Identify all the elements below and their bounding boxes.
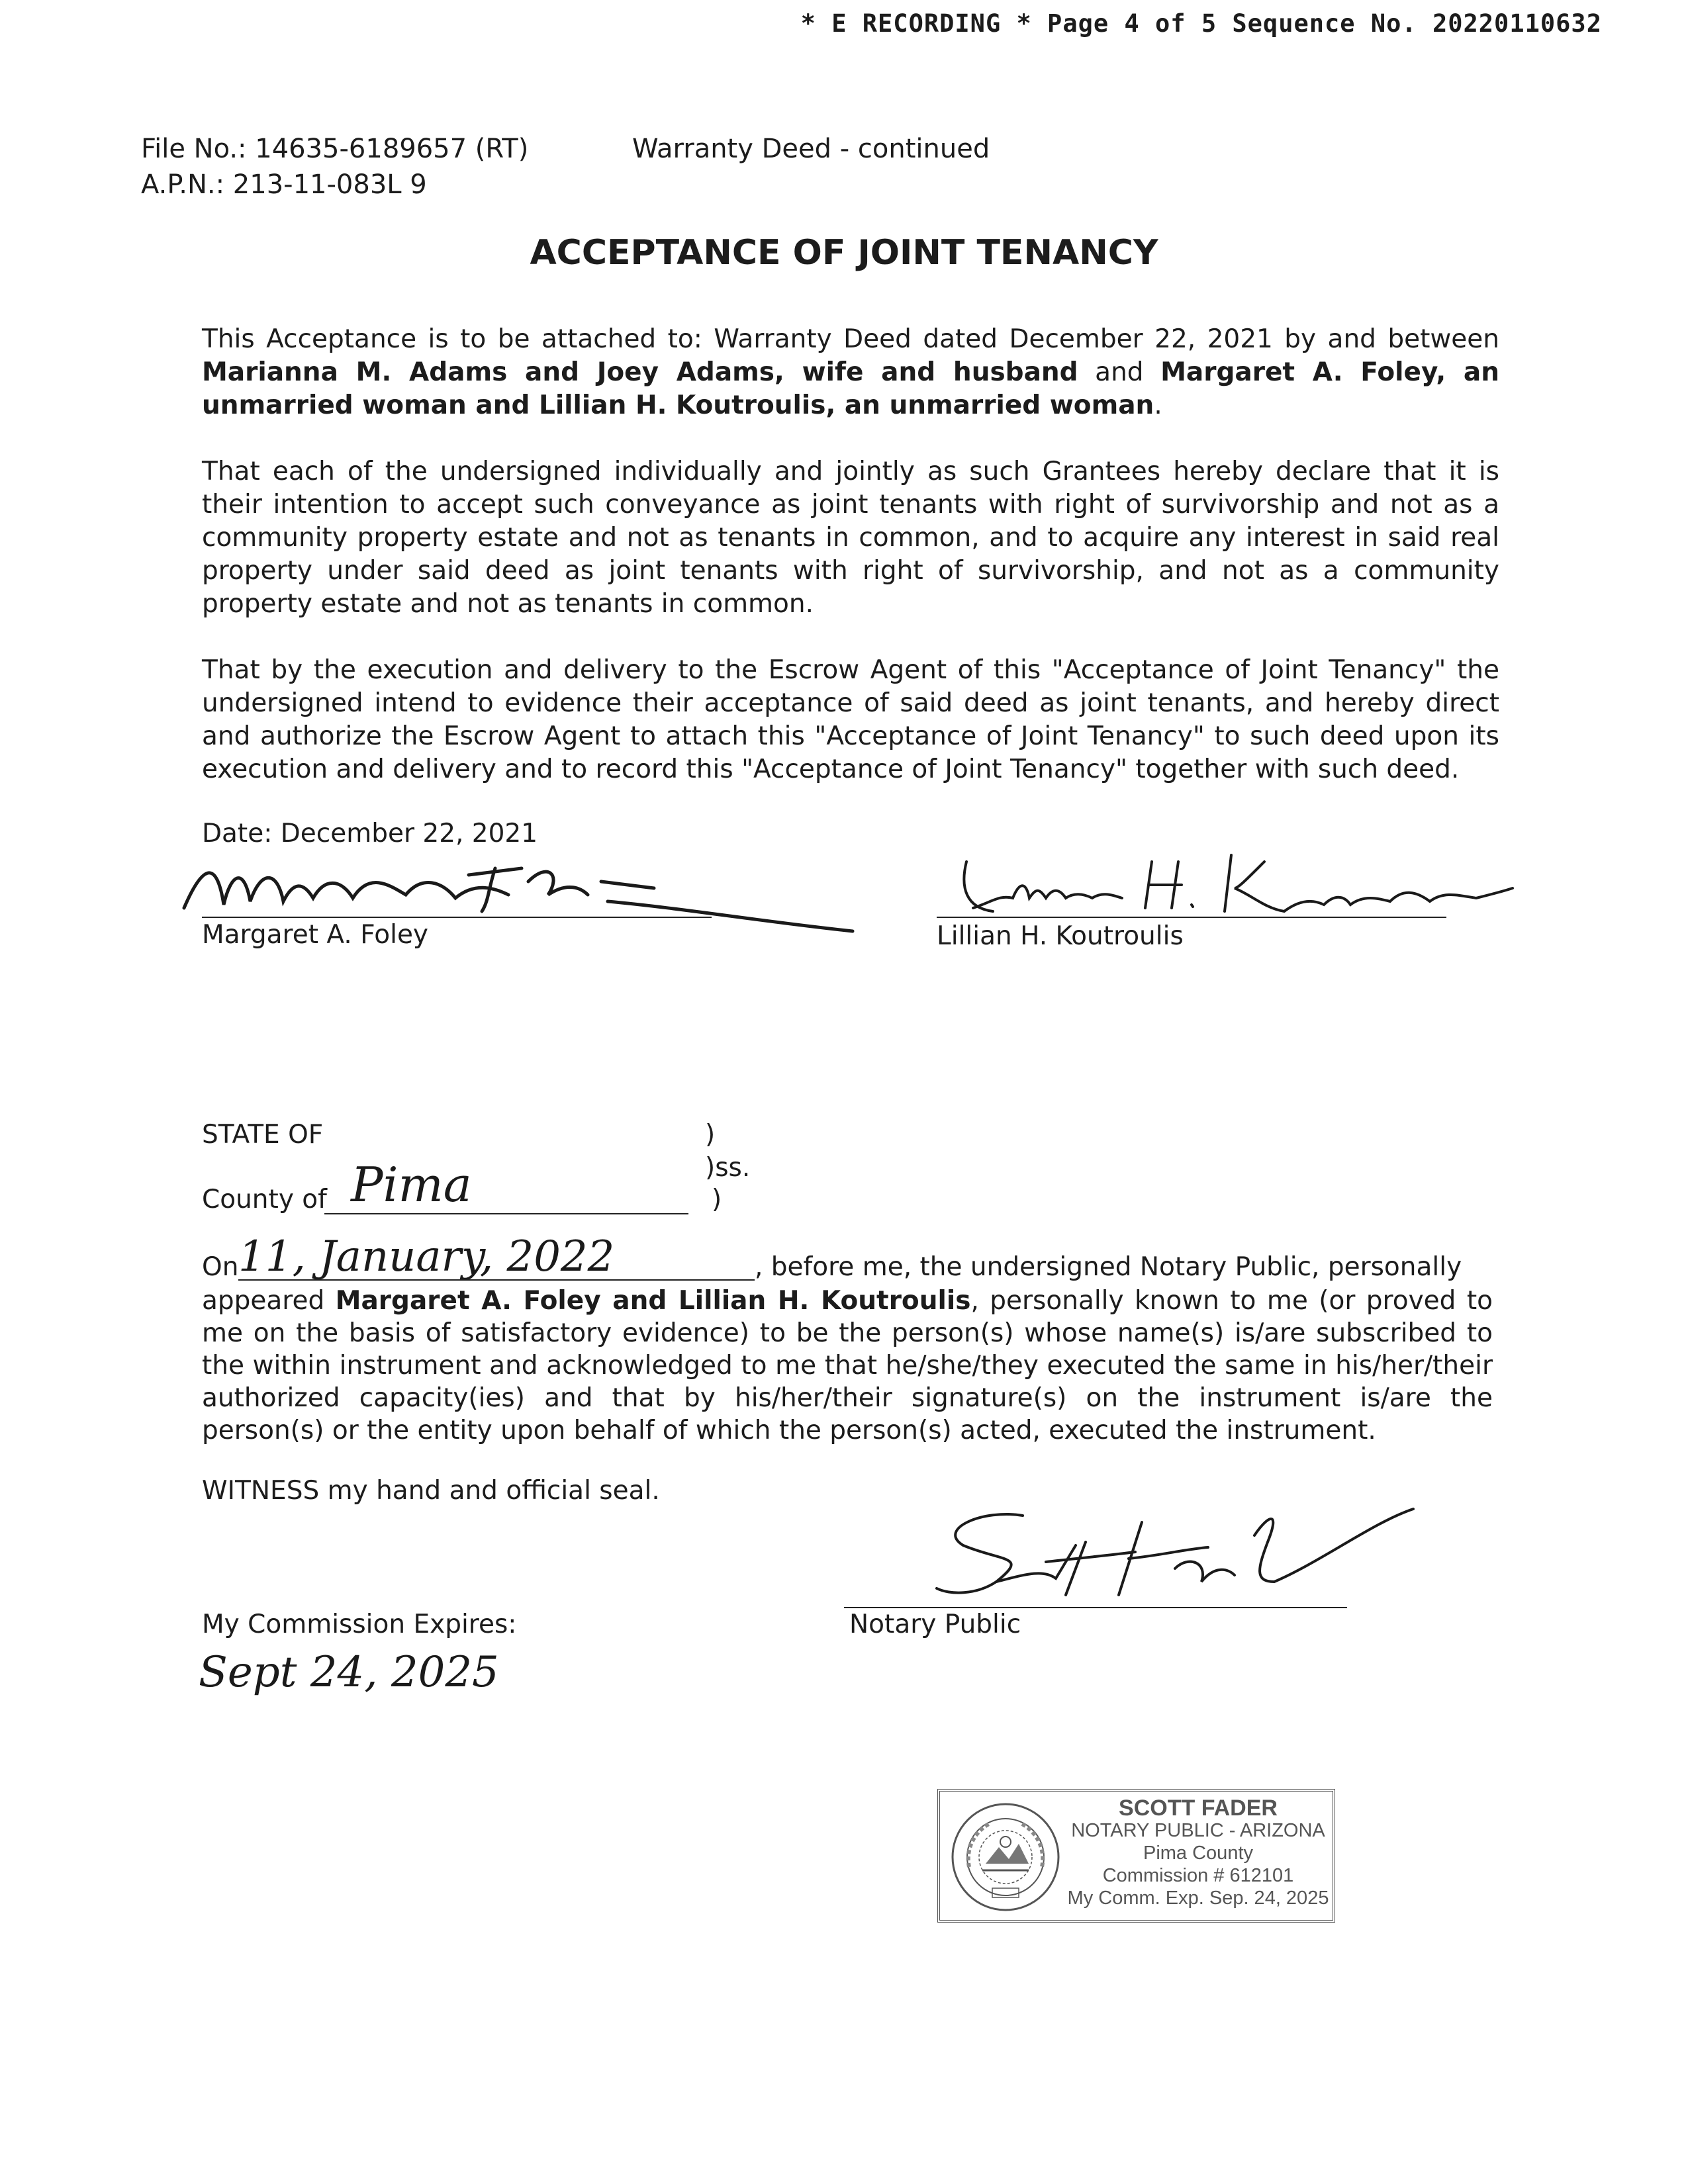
notary-signature <box>923 1482 1440 1615</box>
county-value: Pima <box>351 1157 472 1212</box>
koutroulis-signature-line <box>937 917 1446 918</box>
appeared-names: Margaret A. Foley and Lillian H. Koutroulis <box>335 1286 971 1316</box>
foley-name: Margaret A. Foley <box>202 920 429 950</box>
and-text: and <box>1078 357 1161 387</box>
grantor-names: Marianna M. Adams and Joey Adams, wife and husband <box>202 357 1078 387</box>
notary-public-label: Notary Public <box>849 1610 1021 1639</box>
date-line: Date: December 22, 2021 <box>202 819 538 848</box>
county-line <box>324 1213 688 1214</box>
venue-ss: )ss. <box>705 1153 751 1183</box>
notary-signature-line <box>844 1607 1347 1608</box>
document-label: Warranty Deed - continued <box>632 134 990 164</box>
page-title: ACCEPTANCE OF JOINT TENANCY <box>530 233 1158 273</box>
notary-stamp <box>937 1789 1335 1923</box>
witness-text: WITNESS my hand and official seal. <box>202 1476 660 1506</box>
date-line-rule <box>238 1279 755 1281</box>
venue-paren-3: ) <box>712 1185 722 1214</box>
acknowledgment-paragraph <box>202 1285 1493 1447</box>
commission-number: Commission # 612101 <box>1102 1865 1294 1886</box>
commission-expiration: Sept 24, 2025 <box>199 1648 499 1697</box>
state-label: STATE OF <box>202 1120 324 1150</box>
paragraph-attachment <box>202 323 1499 422</box>
recording-header: * E RECORDING * Page 4 of 5 Sequence No. 20220110632 <box>800 9 1602 38</box>
intro-text: This Acceptance is to be attached to: Warranty Deed dated December 22, 2021 by and between <box>202 324 1499 354</box>
koutroulis-name: Lillian H. Koutroulis <box>937 921 1184 951</box>
notary-county: Pima County <box>1143 1843 1253 1864</box>
appeared-text: appeared <box>202 1286 336 1316</box>
venue-paren-1: ) <box>705 1120 716 1150</box>
stamp-expiration: My Comm. Exp. Sep. 24, 2025 <box>1067 1888 1329 1909</box>
acknowledgment-date: 11, January, 2022 <box>238 1232 615 1281</box>
county-label: County of <box>202 1185 327 1214</box>
on-label: On <box>202 1252 239 1282</box>
koutroulis-signature <box>953 835 1516 928</box>
state-seal-icon <box>949 1801 1062 1913</box>
apn-number: A.P.N.: 213-11-083L 9 <box>141 169 427 200</box>
commission-label: My Commission Expires: <box>202 1610 517 1639</box>
acknowledgment-line-1: , before me, the undersigned Notary Public, personally <box>755 1252 1462 1282</box>
stamp-text <box>1066 1797 1331 1909</box>
file-number: File No.: 14635-6189657 (RT) <box>141 134 529 164</box>
file-info <box>141 131 528 203</box>
notary-title: NOTARY PUBLIC - ARIZONA <box>1071 1820 1325 1841</box>
end-text: . <box>1154 390 1162 420</box>
grantee-names: Margaret A. Foley, an unmarried woman and Lillian H. Koutroulis, an unmarried woman <box>202 357 1500 420</box>
foley-signature-line <box>202 917 712 918</box>
paragraph-declaration: That each of the undersigned individually and jointly as such Grantees hereby declare that it is their intention to accept such conveyance as joint tenants with right of survivorship and not as a community property estate and not as tenants in common, and to acquire any interest in said real property under said deed as joint tenants with right of survivorship, and not as a community property estate and not as tenants in common. <box>202 457 1499 619</box>
acknowledgment-text: , personally known to me (or proved to me on the basis of satisfactory evidence) to be the person(s) whose name(s) is/are subscribed to the within instrument and acknowledged to me that he/she/they executed the same in his/her/their authorized capacity(ies) and that by his/her/their signature(s) on the instrument is/are the person(s) or the entity upon behalf of which the person(s) acted, executed the instrument. <box>202 1286 1493 1445</box>
paragraph-execution: That by the execution and delivery to the Escrow Agent of this "Acceptance of Joint Tenancy" the undersigned intend to evidence their acceptance of said deed as joint tenants, and hereby direct and authorize the Escrow Agent to attach this "Acceptance of Joint Tenancy" to such deed upon its execution and delivery and to record this "Acceptance of Joint Tenancy" together with such deed. <box>202 655 1499 784</box>
notary-name: SCOTT FADER <box>1119 1796 1278 1821</box>
